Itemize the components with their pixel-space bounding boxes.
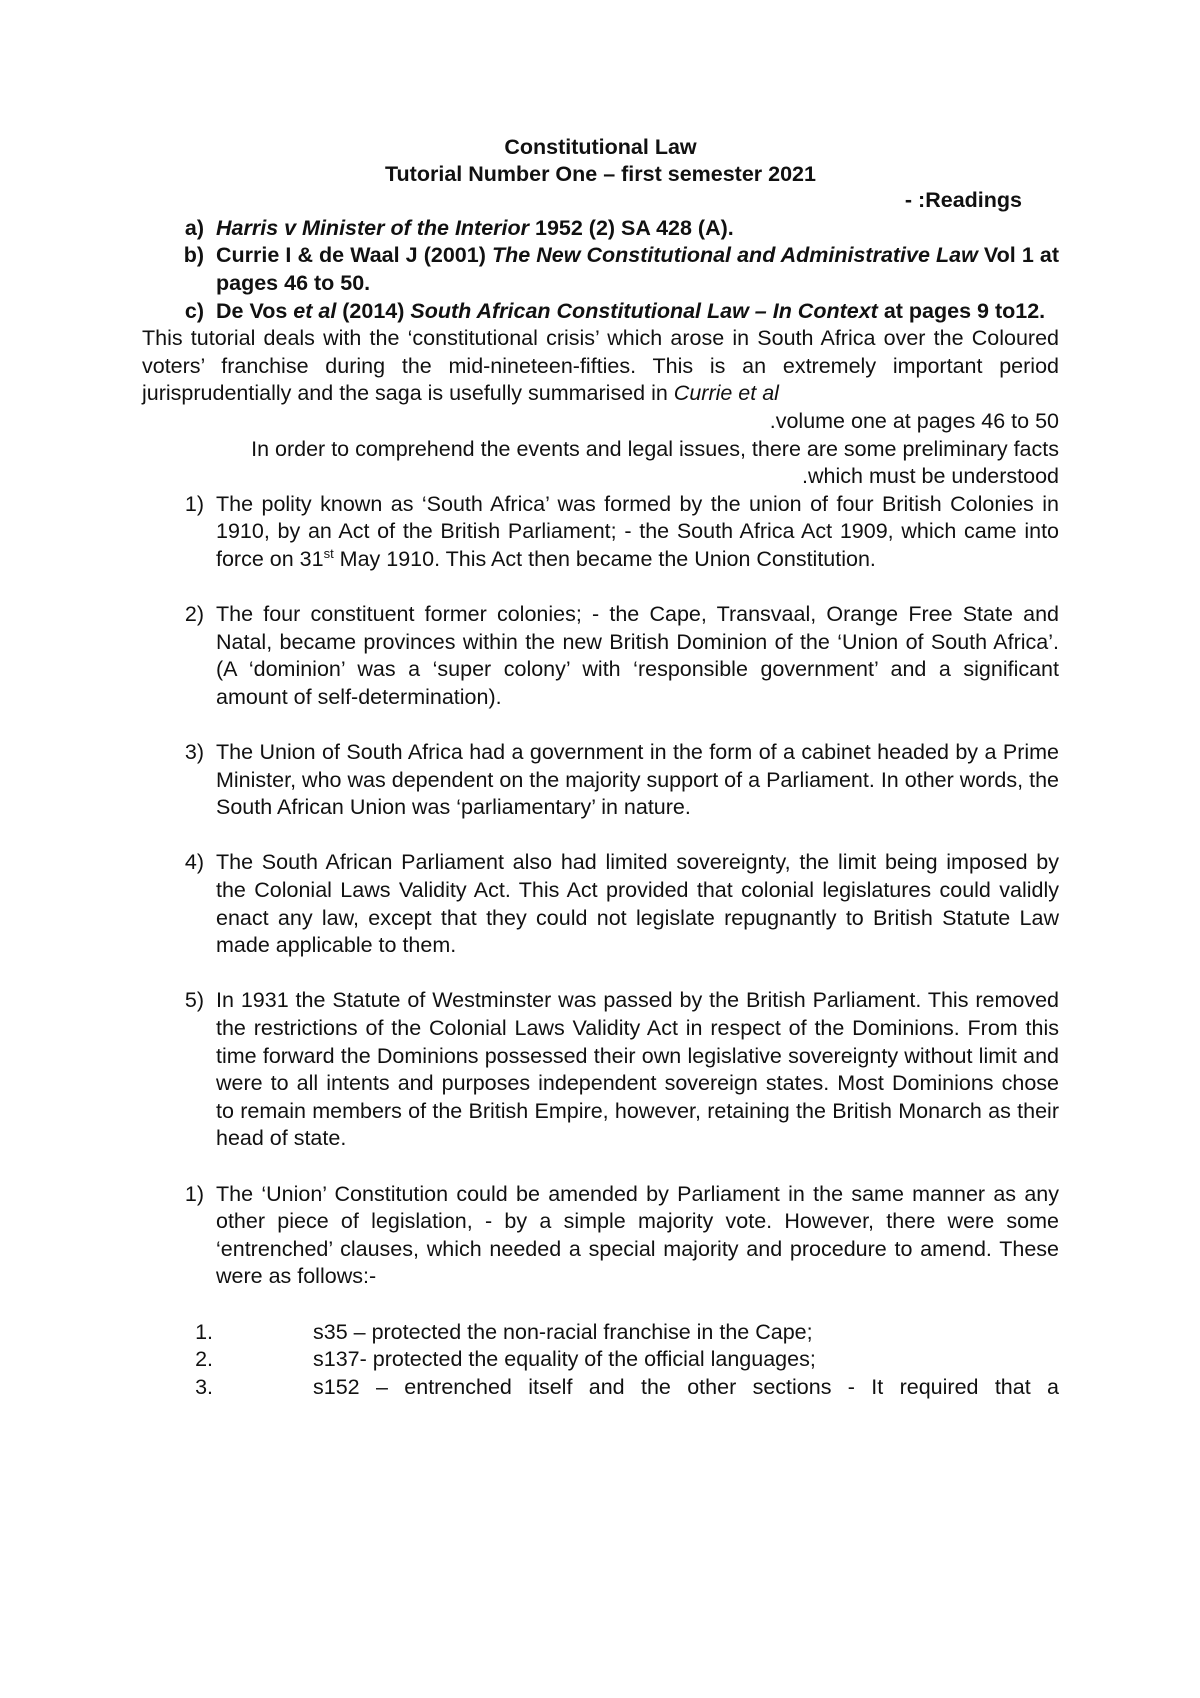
sub-list-text: s152 – entrenched itself and the other sections - It required that a — [313, 1374, 1059, 1399]
readings-heading: - :Readings — [904, 188, 1022, 213]
reference-pages: Vol 1 at pages 46 to 50. — [216, 243, 1059, 295]
list-item-number: 5) — [184, 988, 204, 1013]
reference-label: b) — [183, 243, 204, 268]
reference-text — [216, 242, 1059, 297]
book-title: South African Constitutional Law – In Context — [410, 298, 878, 323]
sub-list-text: s137- protected the equality of the official languages; — [313, 1347, 816, 1372]
reference-label: c) — [184, 298, 204, 323]
intro-paragraph-2-end: .which must be understood — [802, 464, 1059, 489]
reference-text — [216, 298, 1059, 326]
document-title: Constitutional Law — [504, 135, 697, 159]
document-subtitle: Tutorial Number One – first semester 2021 — [385, 161, 816, 186]
list-item — [142, 849, 1059, 959]
ordinal-suffix: st — [323, 545, 334, 561]
sub-list-item — [142, 1346, 1059, 1374]
list-item-text — [216, 491, 1059, 574]
reference-authors: De Vos — [216, 298, 294, 323]
list-item-text: In 1931 the Statute of Westminster was passed by the British Parliament. This removed the restrictions of the Colonial Laws Validity Act in respect of the Dominions. From this time forward the Dominions possessed their own legislative sovereignty without limit and were to all intents and purposes independent sovereign states. Most Dominions chose to remain members of the British Empire, however, retaining the British Monarch as their head of state. — [216, 988, 1059, 1151]
sub-list-item — [142, 1374, 1059, 1402]
list-item-number: 3) — [184, 740, 204, 765]
list-item-number: 1) — [184, 491, 204, 516]
intro-text: This tutorial deals with the ‘constitutional crisis’ which arose in South Africa over the Coloured voters’ franchise during the mid-nineteen-fifties. This is an extremely important period jurisprudentially and the saga is usefully summarised in — [142, 326, 1059, 406]
sub-list-number: 3. — [195, 1374, 213, 1399]
sub-list-number: 1. — [195, 1319, 213, 1344]
list-item — [142, 601, 1059, 711]
reference-b — [142, 242, 1059, 297]
list-item — [142, 491, 1059, 574]
intro-paragraph-1-end: .volume one at pages 46 to 50 — [769, 408, 1059, 433]
reference-c — [142, 298, 1059, 326]
list-item-number: 2) — [184, 602, 204, 627]
sub-list-item — [142, 1319, 1059, 1347]
document-body — [142, 134, 1059, 1401]
intro-citation: Currie et al — [673, 381, 779, 406]
sub-list-number: 2. — [195, 1347, 213, 1372]
list-item — [142, 1181, 1059, 1291]
reference-pages: at pages 9 to12. — [877, 298, 1046, 323]
reference-a — [142, 215, 1059, 243]
list-item-text: The South African Parliament also had limited sovereignty, the limit being imposed by the Colonial Laws Validity Act. This Act provided that colonial legislatures could validly enact any law, except that they could not legislate repugnantly to British Statute Law made applicable to them. — [216, 850, 1059, 958]
sub-list-text: s35 – protected the non-racial franchise in the Cape; — [313, 1319, 813, 1344]
book-title: The New Constitutional and Administrative Law — [491, 243, 978, 268]
intro-paragraph-1 — [142, 325, 1059, 408]
case-name: Harris v Minister of the Interior — [216, 215, 530, 240]
list-item — [142, 987, 1059, 1153]
list-item-text-part: May 1910. This Act then became the Union Constitution. — [333, 546, 876, 571]
list-item-text: The ‘Union’ Constitution could be amended by Parliament in the same manner as any other piece of legislation, - by a simple majority vote. However, there were some ‘entrenched’ clauses, which needed a special majority and procedure to amend. These were as follows:- — [216, 1181, 1059, 1289]
et-al: et al — [293, 298, 337, 323]
list-item-text-part: The polity known as ‘South Africa’ was formed by the union of four British Colonies in 1910, by an Act of the British Parliament; - the South Africa Act 1909, which came into force on 31 — [216, 491, 1059, 571]
reference-citation: 1952 (2) SA 428 (A). — [529, 215, 734, 240]
list-item-number: 4) — [184, 850, 204, 875]
list-item-text: The four constituent former colonies; - the Cape, Transvaal, Orange Free State and Natal, became provinces within the new British Dominion of the ‘Union of South Africa’. (A ‘dominion’ was a ‘super colony’ with ‘responsible government’ and a significant amount of self-determination). — [216, 602, 1059, 709]
reference-authors: Currie I & de Waal J (2001) — [216, 243, 492, 268]
reference-year: (2014) — [336, 298, 411, 323]
reference-label: a) — [184, 215, 204, 240]
list-item-text: The Union of South Africa had a government in the form of a cabinet headed by a Prime Minister, who was dependent on the majority support of a Parliament. In other words, the South African Union was ‘parliamentary’ in nature. — [216, 740, 1059, 820]
intro-paragraph-2: In order to comprehend the events and legal issues, there are some preliminary facts — [251, 436, 1059, 461]
list-item — [142, 739, 1059, 822]
reference-text — [216, 215, 1059, 243]
list-item-number: 1) — [184, 1181, 204, 1206]
